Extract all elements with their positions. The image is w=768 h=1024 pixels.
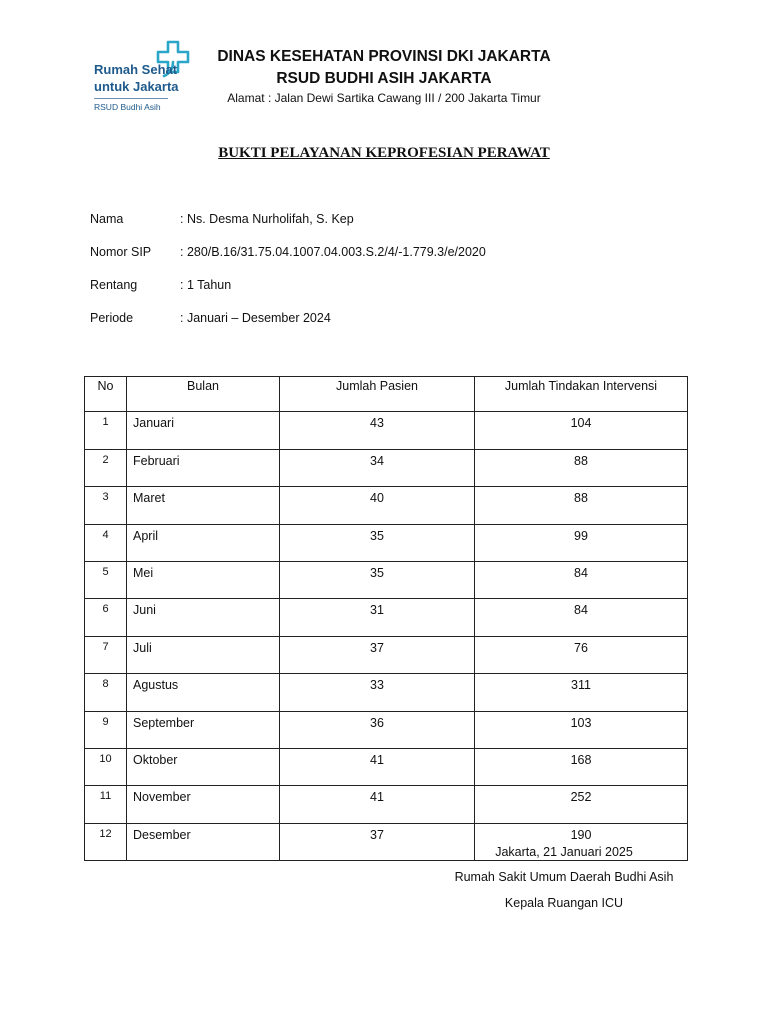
cell-bulan: Juli [127, 636, 280, 673]
cell-tindakan: 311 [475, 674, 688, 711]
table-row [85, 487, 688, 524]
table-header-row [85, 377, 688, 412]
cell-pasien: 35 [280, 561, 475, 598]
cell-bulan: Mei [127, 561, 280, 598]
cell-bulan: Desember [127, 823, 280, 860]
info-label: Nomor SIP [90, 245, 152, 259]
cell-tindakan: 168 [475, 748, 688, 785]
cell-pasien: 41 [280, 786, 475, 823]
logo-line-1: Rumah Sehat [94, 62, 178, 77]
cell-tindakan: 84 [475, 599, 688, 636]
cell-pasien: 36 [280, 711, 475, 748]
info-row-period [90, 311, 331, 325]
cell-tindakan: 88 [475, 449, 688, 486]
info-row-range [90, 278, 231, 292]
logo-line-3: RSUD Budhi Asih [94, 102, 161, 112]
info-label: Rentang [90, 278, 138, 292]
cell-no: 9 [85, 711, 127, 748]
table-row [85, 412, 688, 449]
cell-bulan: Februari [127, 449, 280, 486]
table-row [85, 786, 688, 823]
logo-line-2: untuk Jakarta [94, 79, 179, 94]
cell-no: 4 [85, 524, 127, 561]
header-bulan: Bulan [127, 377, 280, 412]
cell-bulan: November [127, 786, 280, 823]
table-row [85, 599, 688, 636]
info-value: : Ns. Desma Nurholifah, S. Kep [180, 212, 354, 226]
cell-tindakan: 190 [475, 823, 688, 860]
table-row [85, 561, 688, 598]
signature-position: Kepala Ruangan ICU [504, 896, 624, 910]
cell-pasien: 33 [280, 674, 475, 711]
cell-pasien: 37 [280, 823, 475, 860]
cell-pasien: 41 [280, 748, 475, 785]
table-row [85, 449, 688, 486]
info-label: Nama [90, 212, 124, 226]
cell-tindakan: 76 [475, 636, 688, 673]
header-no: No [85, 377, 127, 412]
info-row-sip [90, 245, 486, 259]
cell-tindakan: 104 [475, 412, 688, 449]
cell-tindakan: 252 [475, 786, 688, 823]
cell-pasien: 35 [280, 524, 475, 561]
cell-no: 2 [85, 449, 127, 486]
cell-tindakan: 84 [475, 561, 688, 598]
header-pasien: Jumlah Pasien [280, 377, 475, 412]
cell-no: 3 [85, 487, 127, 524]
table-row [85, 636, 688, 673]
signature-institution: Rumah Sakit Umum Daerah Budhi Asih [454, 870, 674, 884]
cell-no: 10 [85, 748, 127, 785]
info-label: Periode [90, 311, 134, 325]
table-row [85, 711, 688, 748]
table-row [85, 748, 688, 785]
cell-pasien: 34 [280, 449, 475, 486]
signature-place-date: Jakarta, 21 Januari 2025 [495, 845, 633, 859]
table-row [85, 674, 688, 711]
hospital-address: Alamat : Jalan Dewi Sartika Cawang III / 200 Jakarta Timur [227, 91, 541, 105]
info-value: : 280/B.16/31.75.04.1007.04.003.S.2/4/-1.779.3/e/2020 [180, 245, 486, 259]
cell-no: 11 [85, 786, 127, 823]
cell-bulan: Agustus [127, 674, 280, 711]
cell-no: 12 [85, 823, 127, 860]
cell-no: 5 [85, 561, 127, 598]
info-value: : 1 Tahun [180, 278, 232, 292]
cell-pasien: 37 [280, 636, 475, 673]
agency-name: DINAS KESEHATAN PROVINSI DKI JAKARTA [217, 48, 551, 65]
cell-bulan: September [127, 711, 280, 748]
cell-no: 7 [85, 636, 127, 673]
cell-bulan: Juni [127, 599, 280, 636]
cell-bulan: Oktober [127, 748, 280, 785]
cell-tindakan: 88 [475, 487, 688, 524]
info-row-name [90, 212, 354, 226]
info-value: : Januari – Desember 2024 [180, 311, 331, 325]
cell-no: 8 [85, 674, 127, 711]
cell-pasien: 43 [280, 412, 475, 449]
document-title: BUKTI PELAYANAN KEPROFESIAN PERAWAT [218, 145, 550, 161]
cell-pasien: 31 [280, 599, 475, 636]
table-row [85, 524, 688, 561]
cell-bulan: Maret [127, 487, 280, 524]
cell-no: 6 [85, 599, 127, 636]
header-tindakan: Jumlah Tindakan Intervensi [475, 377, 688, 412]
service-table [84, 376, 688, 861]
hospital-name: RSUD BUDHI ASIH JAKARTA [276, 70, 492, 87]
cell-tindakan: 99 [475, 524, 688, 561]
logo-divider [94, 98, 168, 99]
cell-bulan: April [127, 524, 280, 561]
cell-tindakan: 103 [475, 711, 688, 748]
cell-no: 1 [85, 412, 127, 449]
cell-pasien: 40 [280, 487, 475, 524]
cell-bulan: Januari [127, 412, 280, 449]
hospital-logo [92, 40, 202, 116]
